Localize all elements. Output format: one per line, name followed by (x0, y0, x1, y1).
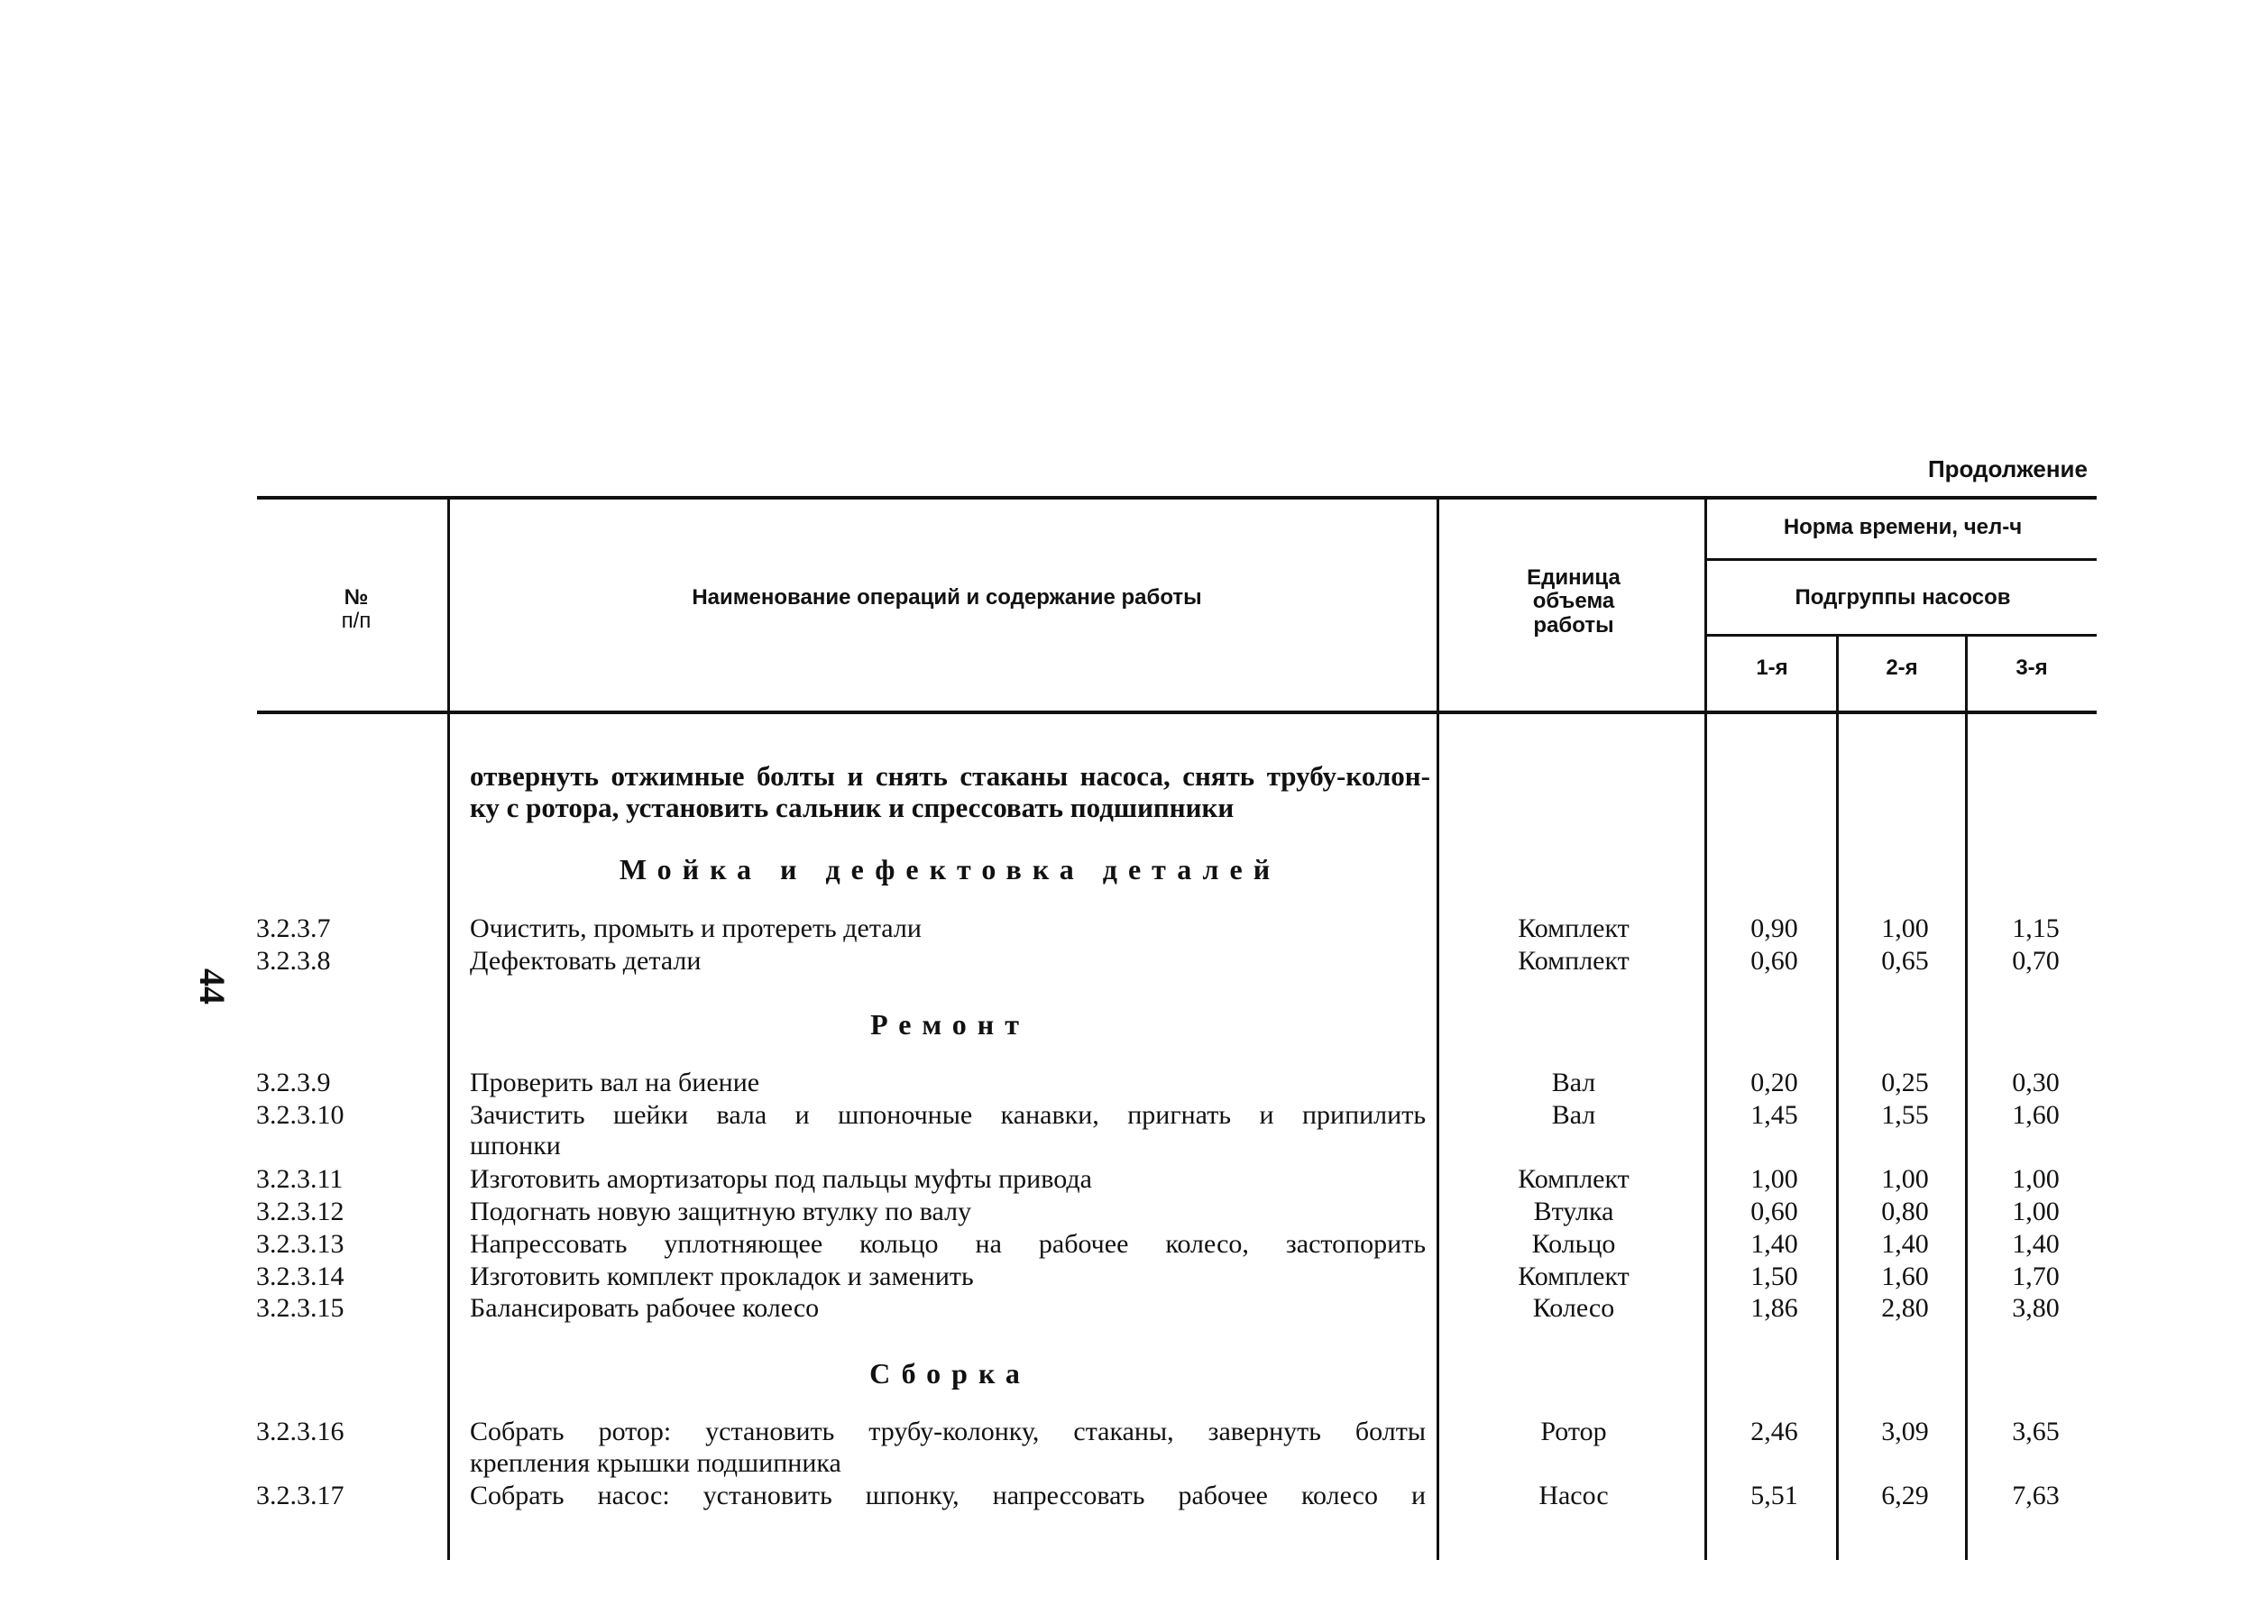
table-row-continuation (0, 1130, 2268, 1162)
header-subgroups: Подгруппы насосов (1795, 585, 2011, 610)
table-row (0, 1416, 2268, 1448)
section-title-repair: Ремонт (870, 1008, 1030, 1041)
row-unit: Ротор (1540, 1417, 1607, 1446)
row-name: Подогнать новую защитную втулку по валу (470, 1197, 972, 1226)
row-name: Зачистить шейки вала и шпоночные канавки, пригнать и припилить (470, 1100, 1426, 1130)
row-num: 3.2.3.12 (256, 1197, 344, 1226)
row-value-2: 0,65 (1881, 946, 1929, 976)
row-value-2: 0,80 (1881, 1197, 1929, 1226)
row-num: 3.2.3.13 (256, 1229, 344, 1259)
table-top-rule (257, 496, 2097, 500)
section-title-assembly: Сборка (869, 1357, 1031, 1390)
row-name: Напрессовать уплотняющее кольцо на рабочее колесо, застопорить (470, 1229, 1426, 1259)
section-title-washing: Мойка и дефектовка деталей (619, 853, 1281, 885)
row-num: 3.2.3.9 (256, 1068, 331, 1097)
col-divider-name (1437, 498, 1439, 1560)
intro-text-line1: отвернуть отжимные болты и снять стаканы насоса, снять трубу-колон- (470, 760, 1430, 792)
row-unit: Вал (1551, 1100, 1596, 1130)
row-unit: Комплект (1518, 1164, 1630, 1194)
row-value-2: 1,40 (1881, 1229, 1929, 1259)
row-value-3: 3,80 (2012, 1293, 2060, 1323)
row-unit: Насос (1538, 1481, 1609, 1510)
row-name: Собрать насос: установить шпонку, напрессовать рабочее колесо и (470, 1481, 1426, 1510)
row-value-2: 3,09 (1881, 1417, 1929, 1446)
header-unit: Единица объема работы (1527, 565, 1621, 638)
row-num: 3.2.3.17 (256, 1481, 344, 1510)
row-unit: Комплект (1518, 913, 1630, 943)
header-col2: 2-я (1886, 656, 1918, 680)
norm-rule (1704, 558, 2097, 561)
table-row (0, 1292, 2268, 1325)
table-row (0, 1067, 2268, 1099)
row-num: 3.2.3.11 (256, 1164, 344, 1194)
row-value-2: 1,55 (1881, 1100, 1929, 1130)
row-value-1: 1,45 (1750, 1100, 1798, 1130)
table-row (0, 1196, 2268, 1228)
row-value-2: 1,00 (1881, 913, 1929, 943)
header-num (298, 586, 415, 634)
col-divider-unit (1704, 498, 1707, 1560)
row-num: 3.2.3.10 (256, 1100, 344, 1130)
row-value-1: 0,90 (1750, 913, 1798, 943)
row-value-2: 0,25 (1881, 1068, 1929, 1097)
header-col1: 1-я (1756, 656, 1788, 680)
row-unit: Комплект (1518, 1262, 1630, 1291)
row-name: Проверить вал на биение (470, 1068, 760, 1097)
row-unit: Кольцо (1531, 1229, 1616, 1259)
continued-label: Продолжение (1927, 455, 2088, 482)
row-value-1: 1,40 (1750, 1229, 1798, 1259)
header-num-sub: п/п (341, 609, 372, 634)
intro-text-line2: ку с ротора, установить сальник и спрессовать подшипники (470, 792, 1235, 823)
row-value-3: 1,00 (2012, 1197, 2060, 1226)
table-row (0, 1228, 2268, 1261)
row-unit: Комплект (1518, 946, 1630, 976)
row-value-1: 1,86 (1750, 1293, 1798, 1323)
row-value-3: 1,70 (2012, 1262, 2060, 1291)
page-number: 44 (192, 968, 233, 1005)
row-value-3: 1,15 (2012, 913, 2060, 943)
row-name: Очистить, промыть и протереть детали (470, 913, 922, 943)
table-row (0, 1480, 2268, 1512)
row-value-1: 0,60 (1750, 946, 1798, 976)
row-value-3: 7,63 (2012, 1481, 2060, 1510)
row-value-3: 1,40 (2012, 1229, 2060, 1259)
table-row (0, 945, 2268, 977)
col-divider-num (447, 498, 450, 1560)
subgroup-rule (1704, 634, 2097, 637)
row-value-1: 1,50 (1750, 1262, 1798, 1291)
row-name-continuation: крепления крышки подшипника (470, 1448, 841, 1478)
row-num: 3.2.3.15 (256, 1293, 344, 1323)
row-value-3: 1,00 (2012, 1164, 2060, 1194)
row-value-1: 0,20 (1750, 1068, 1798, 1097)
table-row (0, 913, 2268, 945)
row-value-1: 2,46 (1750, 1417, 1798, 1446)
row-unit: Втулка (1533, 1197, 1614, 1226)
header-num-label: № (344, 585, 369, 610)
row-value-2: 1,00 (1881, 1164, 1929, 1194)
row-value-1: 0,60 (1750, 1197, 1798, 1226)
row-value-1: 5,51 (1750, 1481, 1798, 1510)
row-value-3: 0,70 (2012, 946, 2060, 976)
row-value-3: 1,60 (2012, 1100, 2060, 1130)
row-value-2: 6,29 (1881, 1481, 1929, 1510)
row-name: Балансировать рабочее колесо (470, 1293, 820, 1323)
row-name-continuation: шпонки (470, 1131, 561, 1161)
header-bottom-rule (257, 711, 2097, 714)
row-num: 3.2.3.16 (256, 1417, 344, 1446)
table-row (0, 1099, 2268, 1132)
row-num: 3.2.3.8 (256, 946, 331, 976)
header-operation: Наименование операций и содержание работы (692, 585, 1202, 610)
table-row (0, 1261, 2268, 1293)
row-num: 3.2.3.7 (256, 913, 331, 943)
row-value-3: 0,30 (2012, 1068, 2060, 1097)
row-value-1: 1,00 (1750, 1164, 1798, 1194)
table-row (0, 1163, 2268, 1196)
table-row-continuation (0, 1447, 2268, 1480)
row-name: Изготовить амортизаторы под пальцы муфты привода (470, 1164, 1092, 1194)
row-name: Дефектовать детали (470, 946, 702, 976)
row-unit: Вал (1551, 1068, 1596, 1097)
header-norm: Норма времени, чел-ч (1783, 515, 2023, 539)
row-name: Изготовить комплект прокладок и заменить (470, 1262, 974, 1291)
row-value-2: 2,80 (1881, 1293, 1929, 1323)
row-value-3: 3,65 (2012, 1417, 2060, 1446)
row-unit: Колесо (1532, 1293, 1615, 1323)
header-col3: 3-я (2015, 656, 2048, 680)
row-name: Собрать ротор: установить трубу-колонку, стаканы, завернуть болты (470, 1417, 1426, 1446)
row-num: 3.2.3.14 (256, 1262, 344, 1291)
row-value-2: 1,60 (1881, 1262, 1929, 1291)
